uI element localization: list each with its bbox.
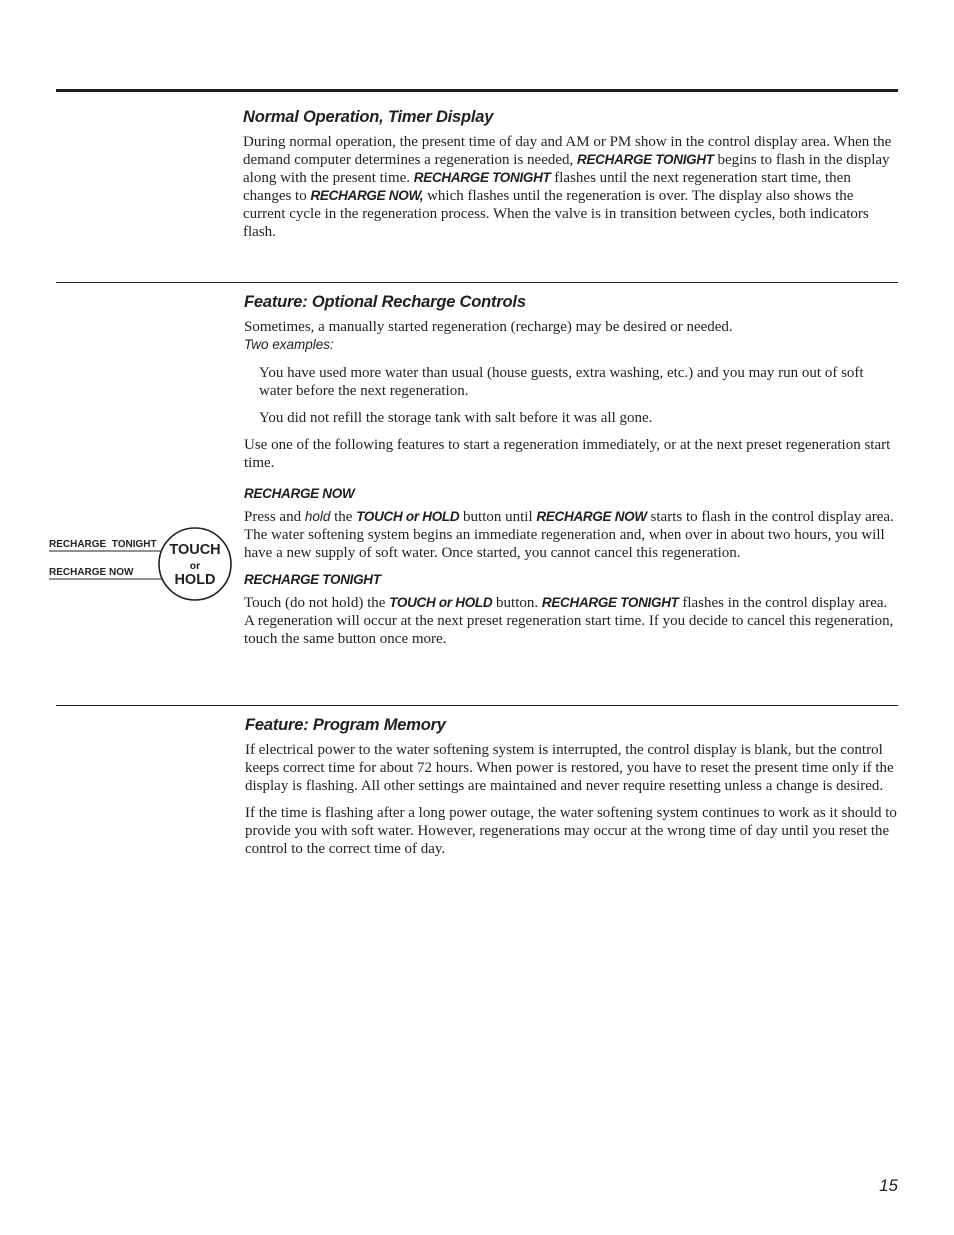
subheading-recharge-tonight: RECHARGE TONIGHT — [244, 572, 381, 587]
text: begins to flash in the display along with the present time. — [243, 152, 890, 186]
emphasis: RECHARGE NOW, — [310, 188, 424, 203]
text: Press and — [244, 509, 305, 525]
text: starts to flash in the control display area. The water softening system begins an immediate regeneration and, when over in about two hours, you will have a new supply of soft water. Once started, you cannot cancel this regeneration. — [244, 509, 894, 561]
text: Touch (do not hold) the — [244, 595, 390, 611]
examples-label: Two examples: — [244, 337, 334, 352]
text: flashes until the next regeneration start time, then changes to — [243, 170, 851, 204]
emphasis: RECHARGE TONIGHT — [413, 170, 551, 185]
section-heading: Feature: Optional Recharge Controls — [244, 293, 526, 311]
paragraph — [243, 133, 895, 241]
paragraph — [244, 508, 896, 562]
touch-or-hold-diagram — [0, 0, 240, 620]
text: which flashes until the regeneration is over. The display also shows the current cycle in the regeneration process. When the valve is in transition between cycles, both indicators flash. — [243, 188, 869, 240]
section-heading: Feature: Program Memory — [245, 716, 446, 734]
text: button. — [492, 595, 542, 611]
paragraph: Use one of the following features to start a regeneration immediately, or at the next preset regeneration start time. — [244, 437, 891, 471]
paragraph: If electrical power to the water softening system is interrupted, the control display is blank, but the control keeps correct time for about 72 hours. When power is restored, you have to reset the present time only if the display is flashing. All other settings are maintained and never require resetting unless a change is desired. — [245, 742, 894, 794]
button-label-hold: HOLD — [174, 572, 216, 588]
paragraph — [244, 594, 896, 648]
section-heading: Normal Operation, Timer Display — [243, 108, 494, 126]
paragraph — [244, 318, 896, 354]
text: flashes in the control display area. A regeneration will occur at the next preset regeneration start time. If you decide to cancel this regeneration, touch the same button once more. — [244, 595, 894, 647]
section-recharge-controls — [244, 293, 896, 657]
section-program-memory — [245, 716, 897, 867]
emphasis: TOUCH or HOLD — [356, 509, 460, 524]
page-number: 15 — [879, 1176, 898, 1195]
subheading-recharge-now: RECHARGE NOW — [244, 486, 355, 501]
section-divider — [56, 705, 898, 706]
emphasis: RECHARGE TONIGHT — [577, 152, 714, 167]
label-recharge-tonight: RECHARGE TONIGHT — [49, 539, 157, 550]
text: During normal operation, the present time of day and AM or PM show in the control display area. When the demand computer determines a regeneration is needed, — [243, 134, 892, 168]
emphasis: RECHARGE TONIGHT — [541, 595, 679, 610]
button-label-touch: TOUCH — [169, 542, 221, 558]
button-label-or: or — [189, 560, 201, 572]
emphasis: RECHARGE NOW — [536, 509, 647, 524]
example-item: You have used more water than usual (house guests, extra washing, etc.) and you may run out of soft water before the next regeneration. — [259, 365, 864, 399]
text: Sometimes, a manually started regeneration (recharge) may be desired or needed. — [244, 319, 733, 335]
section-normal-operation — [243, 108, 895, 250]
emphasis: TOUCH or HOLD — [389, 595, 493, 610]
label-recharge-now: RECHARGE NOW — [49, 567, 134, 578]
text: button until — [459, 509, 537, 525]
italic-text: hold — [304, 509, 331, 524]
text: the — [330, 509, 357, 525]
example-item: You did not refill the storage tank with salt before it was all gone. — [259, 410, 653, 426]
paragraph: If the time is flashing after a long power outage, the water softening system continues to work as it should to provide you with soft water. However, regenerations may occur at the wrong time of day until you reset the control to the correct time of day. — [245, 805, 897, 857]
